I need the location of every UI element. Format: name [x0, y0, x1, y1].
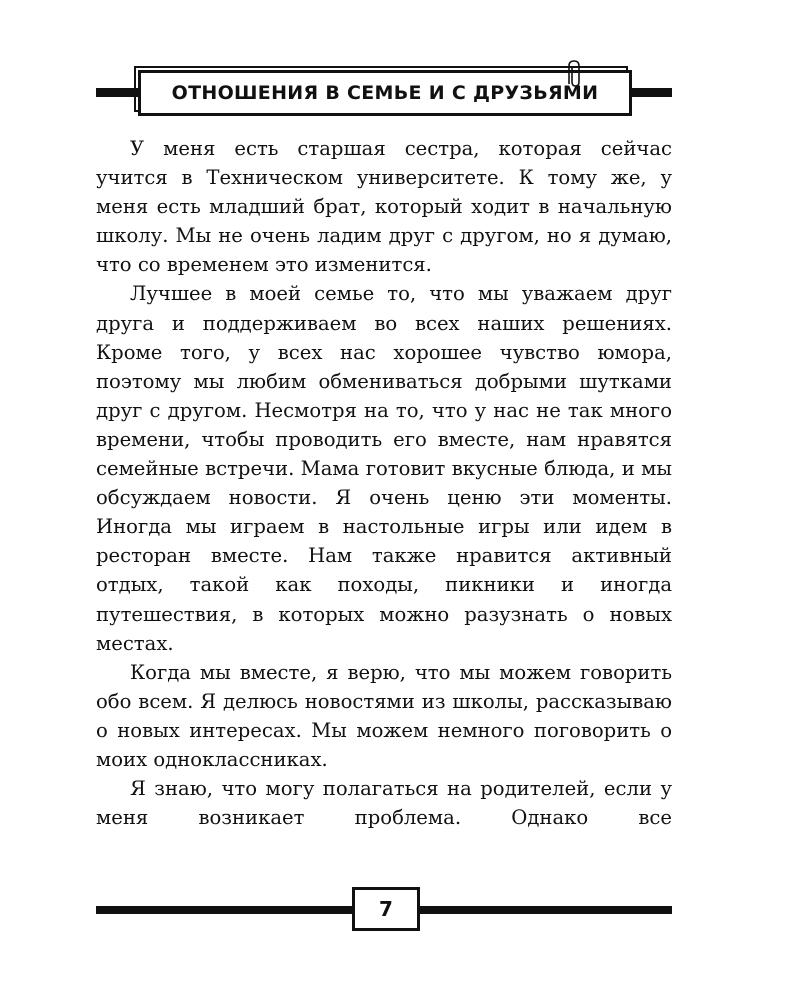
footer-rule-left [96, 906, 358, 914]
paperclip-icon [563, 58, 587, 88]
header-rule-right [630, 88, 672, 97]
body-text [96, 134, 672, 832]
footer-rule-right [416, 906, 672, 914]
paragraph-1: У меня есть старшая сестра, которая сейчас учится в Техническом университете. К тому же, у меня есть младший брат, который ходит в начальную школу. Мы не очень ладим друг с другом, но я думаю, что со временем это изменится. [96, 137, 672, 277]
chapter-title: ОТНОШЕНИЯ В СЕМЬЕ И С ДРУЗЬЯМИ [171, 82, 599, 104]
paragraph-3: Когда мы вместе, я верю, что мы можем говорить обо всем. Я делюсь новостями из школы, рассказываю о новых интересах. Мы можем немного поговорить о моих одноклассниках. [96, 660, 672, 771]
chapter-header [138, 70, 632, 116]
page-number: 7 [352, 887, 420, 931]
paragraph-4: Я знаю, что могу полагаться на родителей, если у меня возникает проблема. Однако все [96, 777, 672, 830]
paragraph-2: Лучшее в моей семье то, что мы уважаем друг друга и поддерживаем во всех наших решениях. Кроме того, у всех нас хорошее чувство юмора, поэтому мы любим обмениваться добрыми шутками друг с другом. Несмотря на то, что у нас не так много времени, чтобы проводить его вместе, нам нравятся семейные встречи. Мама готовит вкусные блюда, и мы обсуждаем новости. Я очень ценю эти моменты. Иногда мы играем в настольные игры или идем в ресторан вместе. Нам также нравится активный отдых, такой как походы, пикники и иногда путешествия, в которых можно разузнать о новых местах. [96, 282, 672, 655]
